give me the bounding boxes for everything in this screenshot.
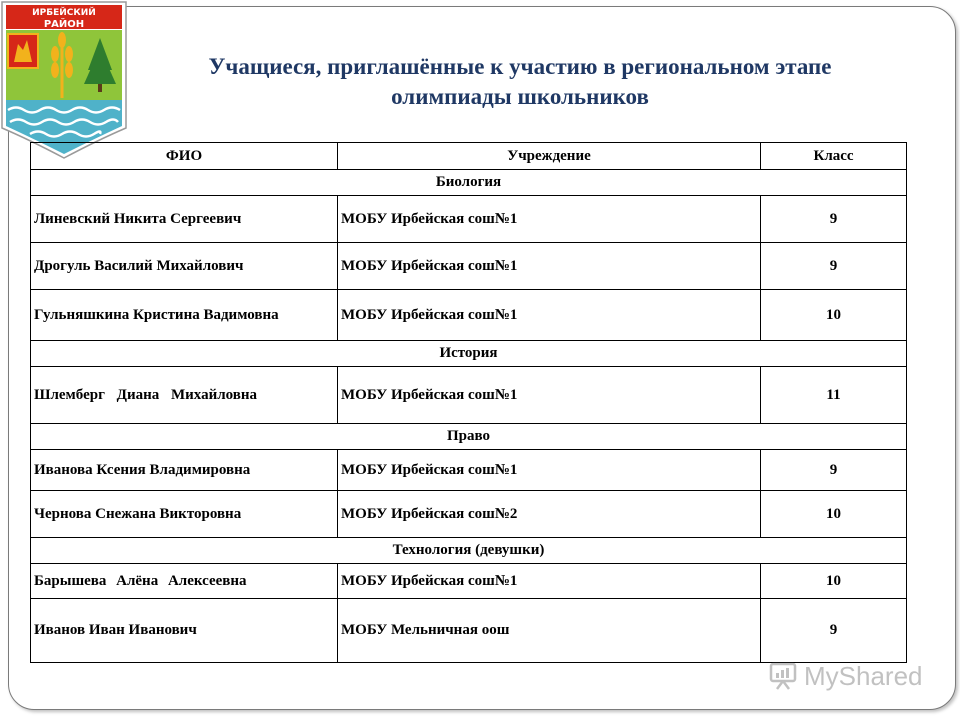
- subject-technology: Технология (девушки): [31, 538, 907, 564]
- subject-row-technology: [31, 538, 907, 564]
- cell-name: Иванов Иван Иванович: [31, 599, 338, 663]
- watermark-text: MyShared: [804, 660, 923, 691]
- cell-school: МОБУ Ирбейская сош№1: [338, 450, 761, 491]
- table-header-row: [31, 143, 907, 170]
- cell-name: Дрогуль Василий Михайлович: [31, 243, 338, 290]
- subject-row-law: [31, 424, 907, 450]
- cell-grade: 11: [761, 367, 907, 424]
- cell-school: МОБУ Ирбейская сош№1: [338, 367, 761, 424]
- presentation-icon: [768, 661, 798, 691]
- irbei-district-emblem: [0, 0, 128, 160]
- emblem-text-line2: РАЙОН: [43, 19, 85, 30]
- cell-grade: 9: [761, 450, 907, 491]
- cell-school: МОБУ Ирбейская сош№1: [338, 243, 761, 290]
- subject-history: История: [31, 341, 907, 367]
- cell-school: МОБУ Мельничная оош: [338, 599, 761, 663]
- subject-row-history: [31, 341, 907, 367]
- emblem-text-line1: ИРБЕЙСКИЙ: [32, 8, 96, 18]
- cell-school: МОБУ Ирбейская сош№1: [338, 290, 761, 341]
- header-grade: Класс: [761, 143, 907, 170]
- cell-name: Шлемберг Диана Михайловна: [31, 367, 338, 424]
- subject-biology: Биология: [31, 170, 907, 196]
- table-row: [31, 196, 907, 243]
- page-title: [140, 52, 900, 112]
- cell-grade: 10: [761, 290, 907, 341]
- title-line-2: олимпиады школьников: [391, 84, 649, 109]
- header-fio: ФИО: [31, 143, 338, 170]
- cell-name: Барышева Алёна Алексеевна: [31, 564, 338, 599]
- cell-grade: 10: [761, 564, 907, 599]
- cell-name: Линевский Никита Сергеевич: [31, 196, 338, 243]
- header-school: Учреждение: [338, 143, 761, 170]
- table-row: [31, 290, 907, 341]
- cell-grade: 9: [761, 243, 907, 290]
- cell-name: Гульняшкина Кристина Вадимовна: [31, 290, 338, 341]
- subject-row-biology: [31, 170, 907, 196]
- cell-grade: 9: [761, 196, 907, 243]
- table-row: [31, 450, 907, 491]
- table-row: [31, 564, 907, 599]
- table-row: [31, 243, 907, 290]
- cell-name: Иванова Ксения Владимировна: [31, 450, 338, 491]
- myshared-watermark: [768, 658, 938, 694]
- cell-grade: 9: [761, 599, 907, 663]
- cell-grade: 10: [761, 491, 907, 538]
- participants-table: [30, 142, 907, 663]
- cell-school: МОБУ Ирбейская сош№1: [338, 196, 761, 243]
- table-row: [31, 599, 907, 663]
- subject-law: Право: [31, 424, 907, 450]
- cell-school: МОБУ Ирбейская сош№2: [338, 491, 761, 538]
- cell-name: Чернова Снежана Викторовна: [31, 491, 338, 538]
- table-row: [31, 491, 907, 538]
- title-line-1: Учащиеся, приглашённые к участию в региональном этапе: [208, 54, 832, 79]
- table-row: [31, 367, 907, 424]
- cell-school: МОБУ Ирбейская сош№1: [338, 564, 761, 599]
